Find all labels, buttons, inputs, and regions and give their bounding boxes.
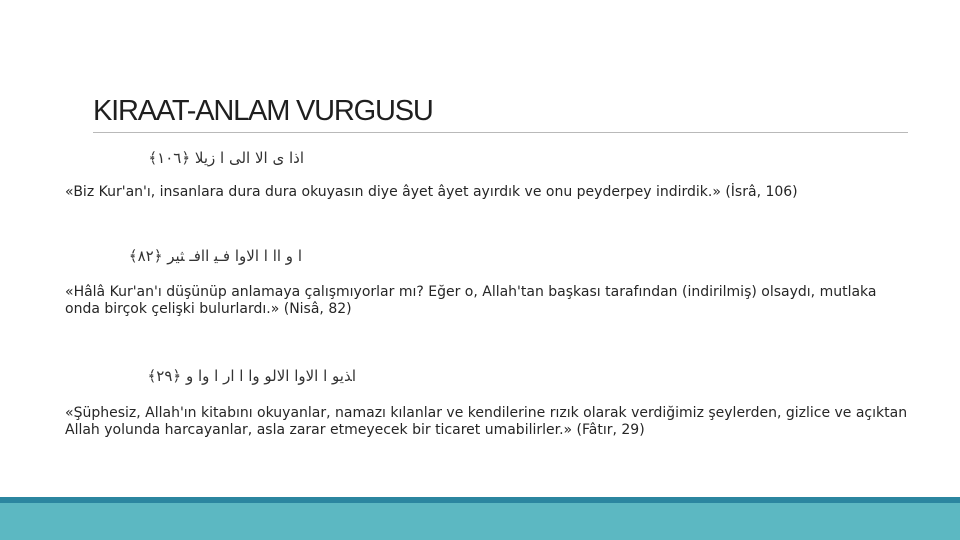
verse-3-arabic: اﺬﻳﻮ ا الاوا الاﻟﻮ وا ا ار ا وا و ﴿٢٩﴾ — [147, 367, 356, 385]
verse-2-arabic: ا و اا ا الاوا فـﻴ اافـ ﺜﻴﺮ ﴿٨٢﴾ — [128, 247, 302, 265]
verse-1-translation: «Biz Kur'an'ı, insanlara dura dura okuyasın diye âyet âyet ayırdık ve onu peyderpey indirdik.» (İsrâ, 106) — [65, 184, 798, 200]
verse-2-translation: «Hâlâ Kur'an'ı düşünüp anlamaya çalışmıyorlar mı? Eğer o, Allah'tan başkası tarafından (indirilmiş) olsaydı, mutlaka onda birçok çelişki bulurlardı.» (Nisâ, 82) — [65, 284, 877, 317]
slide-title: KIRAAT-ANLAM VURGUSU — [93, 95, 433, 127]
title-divider — [93, 132, 908, 133]
verse-3-translation: «Şüphesiz, Allah'ın kitabını okuyanlar, namazı kılanlar ve kendilerine rızık olarak verdiğimiz şeylerden, gizlice ve açıktan Allah yolunda harcayanlar, asla zarar etmeyecek bir ticaret umabilirler.» (Fâtır, 29) — [65, 405, 908, 438]
verse-1-arabic: اذا ى الا الى ا زيلا ﴿١٠٦﴾ — [148, 149, 304, 167]
footer-band-light — [0, 503, 960, 540]
